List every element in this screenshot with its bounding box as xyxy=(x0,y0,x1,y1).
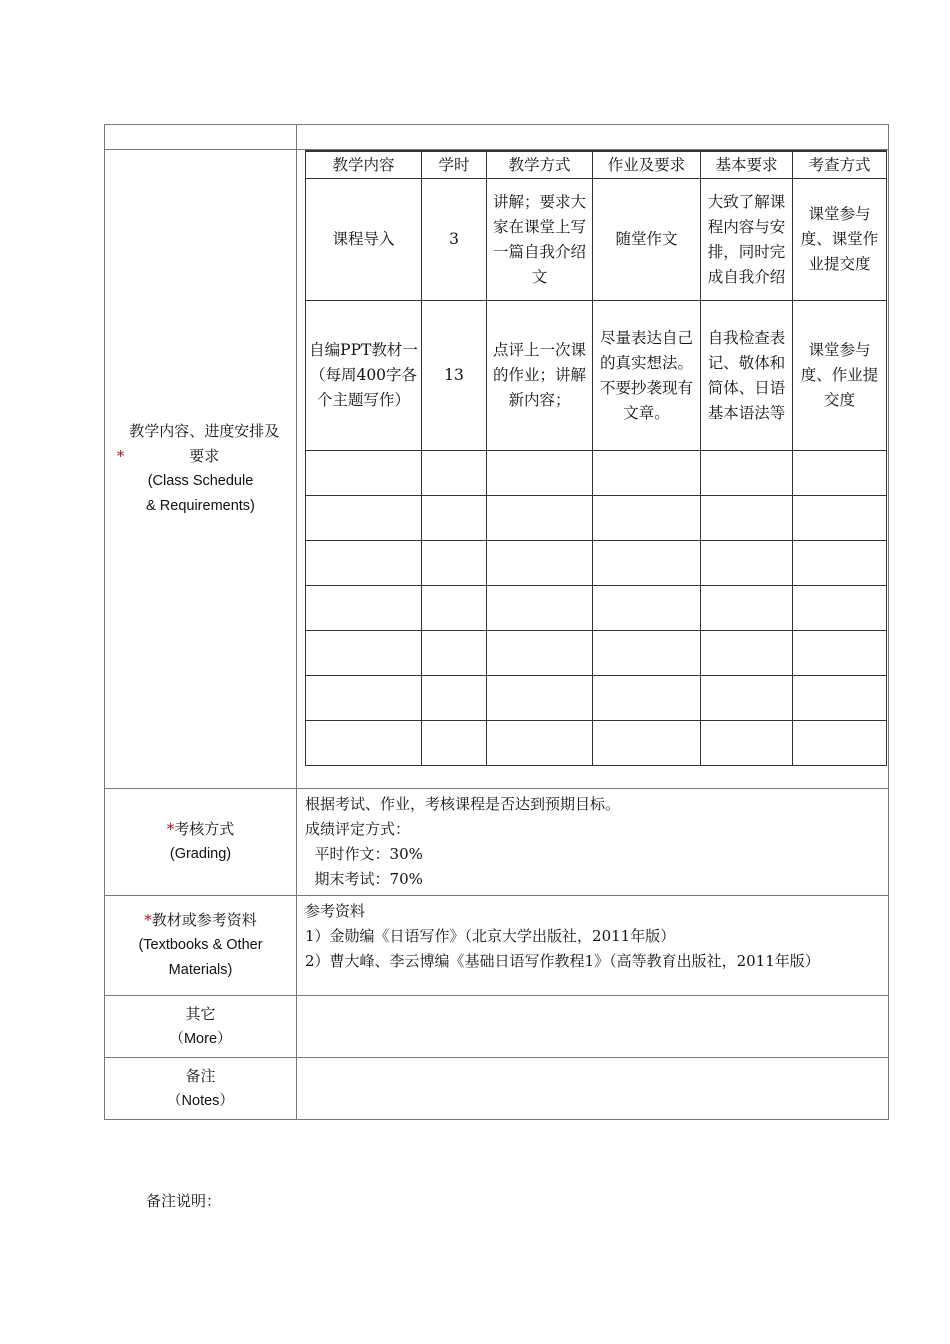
schedule-empty-cell xyxy=(306,721,422,766)
schedule-empty-cell xyxy=(593,721,701,766)
schedule-label-en-1: (Class Schedule xyxy=(147,473,254,489)
schedule-empty-cell xyxy=(306,496,422,541)
schedule-empty-cell xyxy=(793,451,887,496)
grading-line: 期末考试：70% xyxy=(305,870,423,888)
schedule-header-cell: 教学内容 xyxy=(306,151,422,179)
schedule-empty-row xyxy=(306,631,887,676)
schedule-table xyxy=(305,150,887,766)
more-value xyxy=(297,996,889,1058)
notes-label-cn: 备注 xyxy=(185,1066,216,1085)
schedule-empty-cell xyxy=(593,676,701,721)
schedule-empty-cell xyxy=(487,676,593,721)
schedule-header-cell: 学时 xyxy=(422,151,487,179)
schedule-header-row xyxy=(306,151,887,179)
schedule-cell: 尽量表达自己的真实想法。不要抄袭现有文章。 xyxy=(593,301,701,451)
notes-label-en: （Notes） xyxy=(167,1092,234,1109)
schedule-cell: 大致了解课程内容与安排，同时完成自我介绍 xyxy=(701,179,793,301)
grading-line: 平时作文：30% xyxy=(305,845,423,863)
grading-line: 根据考试、作业，考核课程是否达到预期目标。 xyxy=(305,795,621,813)
schedule-empty-row xyxy=(306,541,887,586)
schedule-empty-cell xyxy=(593,586,701,631)
textbooks-line: 参考资料 xyxy=(305,902,366,920)
schedule-empty-cell xyxy=(593,496,701,541)
notes-label xyxy=(105,1058,297,1120)
textbooks-label-en-2: Materials) xyxy=(168,962,233,978)
schedule-header-cell: 教学方式 xyxy=(487,151,593,179)
schedule-empty-cell xyxy=(701,721,793,766)
schedule-cell: 讲解；要求大家在课堂上写一篇自我介绍文 xyxy=(487,179,593,301)
schedule-row xyxy=(105,150,889,789)
schedule-empty-cell xyxy=(422,631,487,676)
schedule-empty-cell xyxy=(487,541,593,586)
schedule-cell: 13 xyxy=(422,301,487,451)
schedule-empty-cell xyxy=(306,676,422,721)
schedule-empty-cell xyxy=(422,451,487,496)
schedule-cell: 课堂参与度、作业提交度 xyxy=(793,301,887,451)
required-marker: * xyxy=(144,911,152,929)
schedule-empty-cell xyxy=(593,631,701,676)
grading-label xyxy=(105,789,297,896)
top-row-value xyxy=(297,125,889,150)
schedule-empty-cell xyxy=(487,451,593,496)
schedule-empty-cell xyxy=(793,631,887,676)
schedule-header-cell: 考查方式 xyxy=(793,151,887,179)
grading-label-cn: 考核方式 xyxy=(174,820,235,838)
schedule-empty-cell xyxy=(793,721,887,766)
schedule-header-cell: 基本要求 xyxy=(701,151,793,179)
schedule-empty-cell xyxy=(422,496,487,541)
schedule-empty-cell xyxy=(306,631,422,676)
schedule-empty-cell xyxy=(422,676,487,721)
schedule-empty-cell xyxy=(306,541,422,586)
schedule-row-item xyxy=(306,179,887,301)
schedule-empty-cell xyxy=(422,541,487,586)
schedule-empty-cell xyxy=(487,586,593,631)
schedule-empty-cell xyxy=(593,541,701,586)
schedule-empty-row xyxy=(306,721,887,766)
top-row xyxy=(105,125,889,150)
schedule-empty-cell xyxy=(701,541,793,586)
textbooks-row xyxy=(105,896,889,996)
more-row xyxy=(105,996,889,1058)
schedule-cell: 3 xyxy=(422,179,487,301)
schedule-empty-row xyxy=(306,676,887,721)
notes-row xyxy=(105,1058,889,1120)
schedule-row-item xyxy=(306,301,887,451)
schedule-empty-cell xyxy=(306,586,422,631)
grading-row xyxy=(105,789,889,896)
schedule-empty-cell xyxy=(593,451,701,496)
schedule-empty-cell xyxy=(701,586,793,631)
course-info-table xyxy=(104,124,889,1120)
schedule-empty-row xyxy=(306,451,887,496)
schedule-cell: 自我检查表记、敬体和简体、日语基本语法等 xyxy=(701,301,793,451)
notes-value xyxy=(297,1058,889,1120)
schedule-empty-cell xyxy=(422,586,487,631)
schedule-content xyxy=(297,150,889,789)
schedule-empty-cell xyxy=(701,496,793,541)
schedule-cell: 点评上一次课的作业；讲解新内容； xyxy=(487,301,593,451)
schedule-empty-cell xyxy=(487,496,593,541)
more-label-en: （More） xyxy=(169,1030,232,1047)
grading-content xyxy=(297,789,889,896)
schedule-empty-row xyxy=(306,496,887,541)
schedule-cell: 课堂参与度、课堂作业提交度 xyxy=(793,179,887,301)
schedule-empty-cell xyxy=(422,721,487,766)
schedule-empty-cell xyxy=(701,676,793,721)
schedule-empty-cell xyxy=(701,631,793,676)
grading-label-en: (Grading) xyxy=(169,846,232,862)
schedule-empty-cell xyxy=(306,451,422,496)
schedule-cell: 课程导入 xyxy=(306,179,422,301)
more-label xyxy=(105,996,297,1058)
textbooks-label-en-1: (Textbooks & Other xyxy=(138,937,263,953)
grading-line: 成绩评定方式： xyxy=(305,820,411,838)
schedule-label-en-2: & Requirements) xyxy=(146,498,255,514)
required-marker: * xyxy=(166,820,175,838)
schedule-empty-cell xyxy=(793,676,887,721)
schedule-empty-row xyxy=(306,586,887,631)
textbooks-line: 2）曹大峰、李云博编《基础日语写作教程1》（高等教育出版社，2011年版） xyxy=(305,952,820,970)
schedule-cell: 随堂作文 xyxy=(593,179,701,301)
textbooks-label xyxy=(105,896,297,996)
schedule-label xyxy=(105,150,297,789)
schedule-label-cn: 教学内容、进度安排及要求 xyxy=(129,422,280,465)
schedule-empty-cell xyxy=(487,631,593,676)
schedule-empty-cell xyxy=(701,451,793,496)
textbooks-content xyxy=(297,896,889,996)
schedule-empty-cell xyxy=(487,721,593,766)
schedule-empty-cell xyxy=(793,496,887,541)
textbooks-line: 1）金勋编《日语写作》（北京大学出版社，2011年版） xyxy=(305,927,676,945)
footnote: 备注说明： xyxy=(146,1192,222,1210)
schedule-header-cell: 作业及要求 xyxy=(593,151,701,179)
schedule-empty-cell xyxy=(793,541,887,586)
top-row-label xyxy=(105,125,297,150)
textbooks-label-cn: 教材或参考资料 xyxy=(151,911,257,929)
more-label-cn: 其它 xyxy=(185,1004,216,1023)
required-marker: * xyxy=(116,447,125,465)
schedule-empty-cell xyxy=(793,586,887,631)
schedule-cell: 自编PPT教材一 （每周400字各个主题写作） xyxy=(306,301,422,451)
